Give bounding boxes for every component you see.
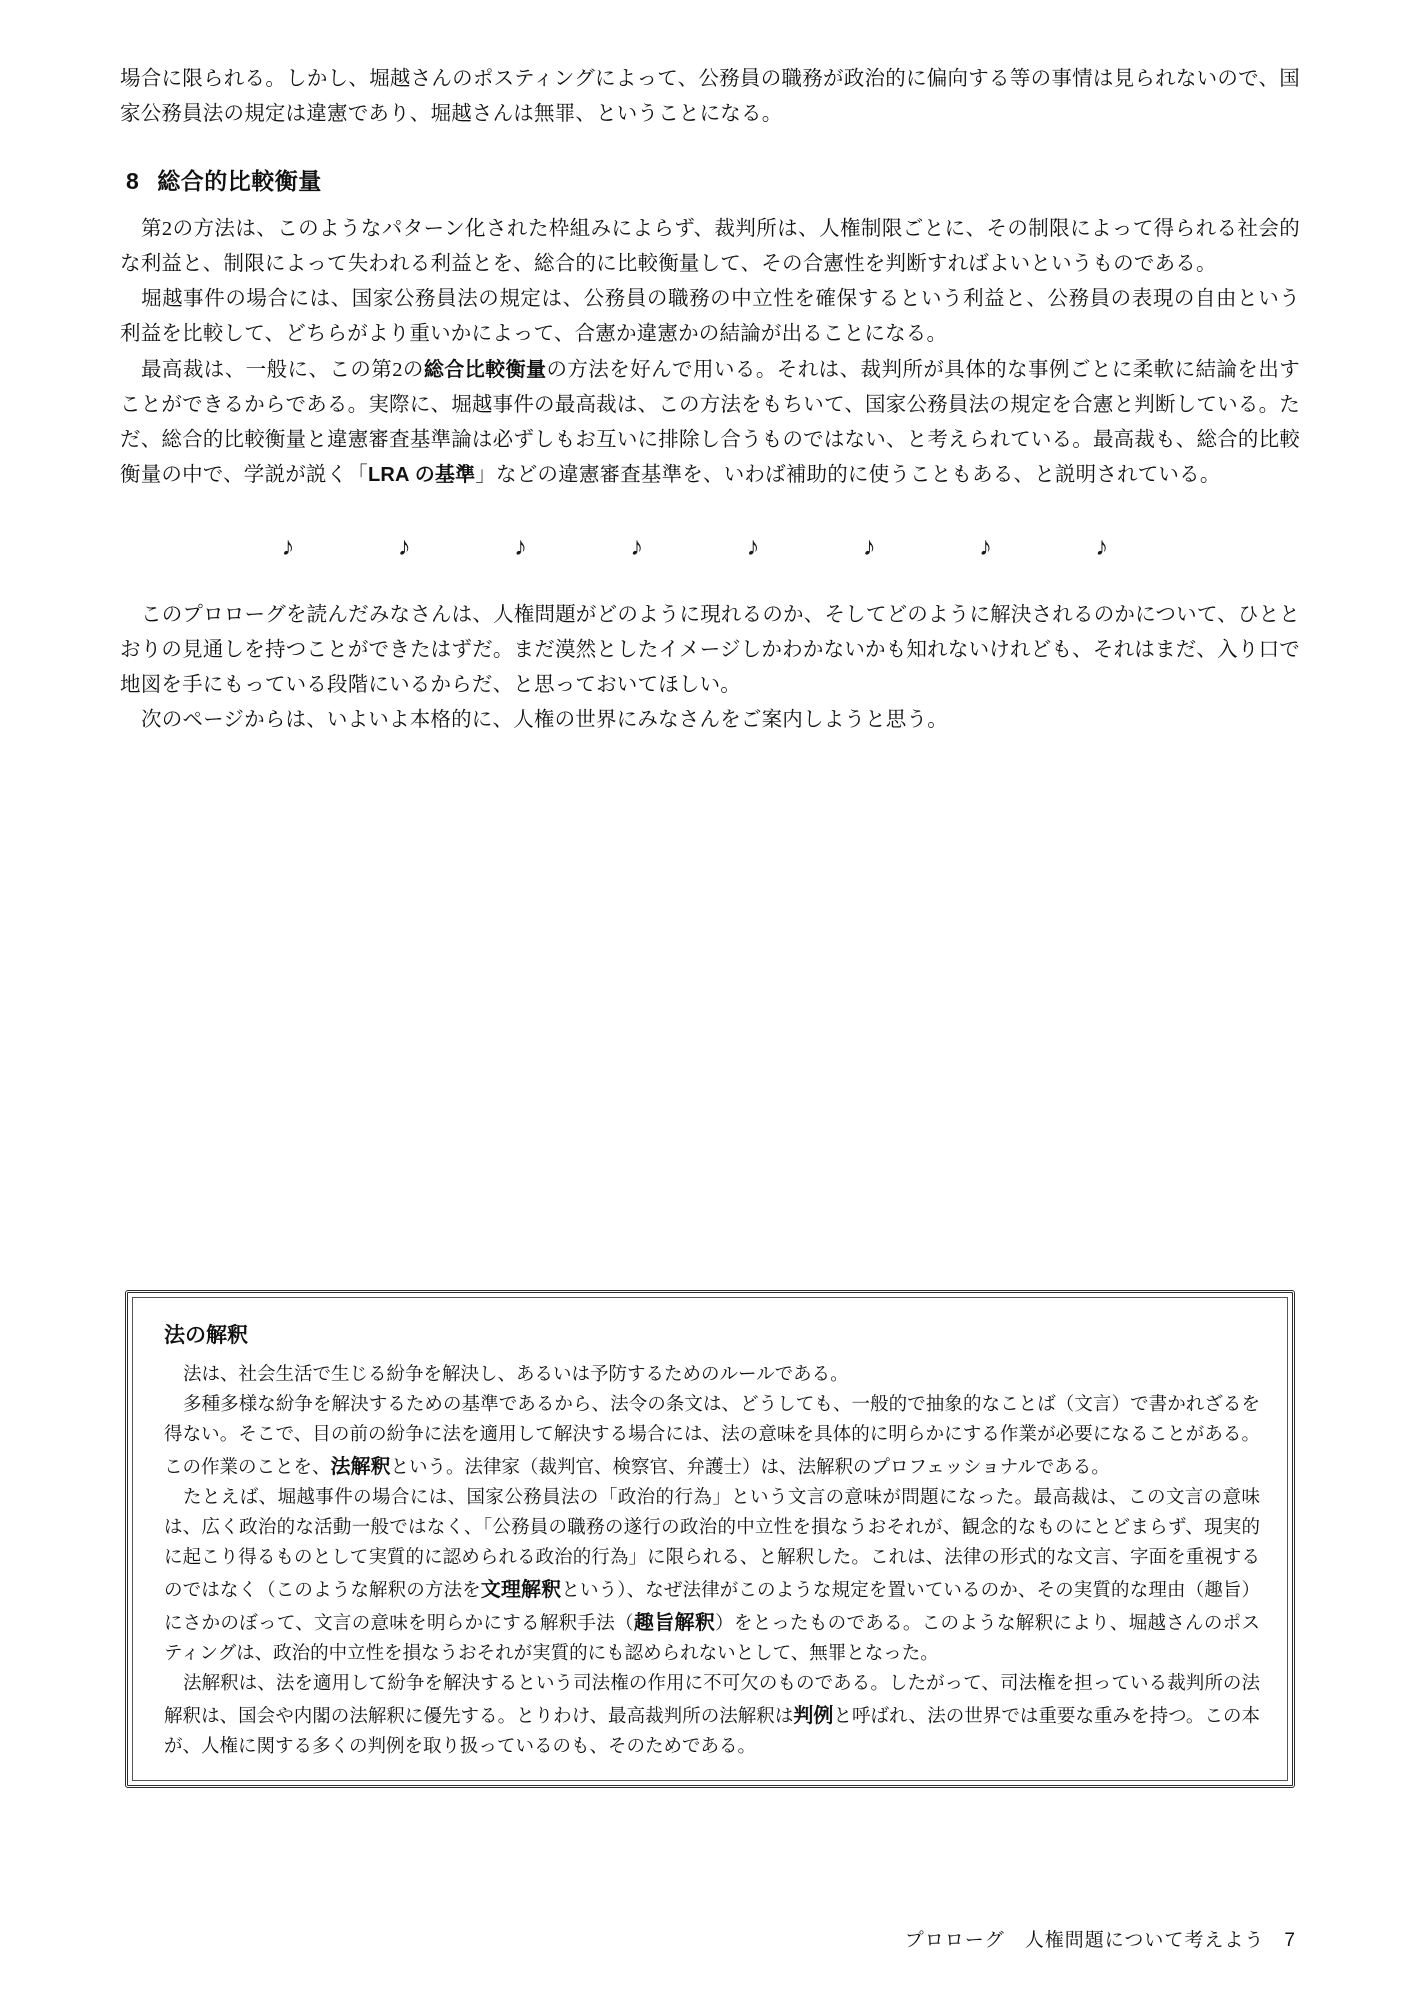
emphasis-lra-standard: LRA の基準 xyxy=(368,464,476,487)
text-segment: という）、なぜ法律がこのような規定を置いているのか、その実質的な理由（趣旨）にさかのぼって、文言の意味を明らかにする解釈手法（ xyxy=(164,1580,1260,1634)
emphasis-shushi-kaishaku: 趣旨解釈 xyxy=(633,1611,716,1634)
section-heading xyxy=(120,163,1300,196)
paragraph-next-page: 次のページからは、いよいよ本格的に、人権の世界にみなさんをご案内しようと思う。 xyxy=(141,709,948,732)
section-number: 8 xyxy=(126,167,140,194)
music-note-icon: ♪ xyxy=(979,531,993,561)
page-number: 7 xyxy=(1284,1930,1296,1951)
running-title: プロローグ 人権問題について考えよう xyxy=(904,1930,1265,1951)
text-segment: たとえば、堀越事件の場合には、国家公務員法の「政治的行為」という文言の意味が問題になった。最高裁は、この文言の意味は、広く政治的な活動一般ではなく、「公務員の職務の遂行の政治的中立性を損なうおそれが、観念的なものにとどまらず、現実的に起こり得るものとして実質的に認められる政治的行為」に限られる、と解釈した。これは、法律の形式的な文言、字面を重視するのではなく（このような解釈の方法を xyxy=(164,1487,1260,1601)
text-segment: 多種多様な紛争を解決するための基準であるから、法令の条文は、どうしても、一般的で抽象的なことば（文言）で書かれざるを得ない。そこで、目の前の紛争に法を適用して解決する場合には、法の意味を具体的に明らかにする作業が必要になることがある。この作業のことを、 xyxy=(164,1394,1260,1478)
page-footer xyxy=(0,1925,1416,1952)
paragraph-horikoshi-case: 堀越事件の場合には、国家公務員法の規定は、公務員の職務の中立性を確保するという利益と、公務員の表現の自由という利益を比較して、どちらがより重いかによって、合憲か違憲かの結論が出ることになる。 xyxy=(120,288,1300,346)
text-segment: 」などの違憲審査基準を、いわば補助的に使うこともある、と説明されている。 xyxy=(475,464,1221,487)
page-content xyxy=(120,62,1300,739)
music-note-icon: ♪ xyxy=(862,531,876,561)
text-segment: 最高裁は、一般に、この第2の xyxy=(141,358,424,381)
music-note-icon: ♪ xyxy=(514,531,528,561)
music-note-icon: ♪ xyxy=(746,531,760,561)
box-paragraph-2 xyxy=(158,1391,1266,1484)
section-title: 総合的比較衡量 xyxy=(157,167,322,194)
box-title: 法の解釈 xyxy=(164,1324,248,1347)
box-paragraph-4 xyxy=(158,1670,1266,1763)
box-paragraph-3 xyxy=(158,1484,1266,1670)
paragraph-continuation: 場合に限られる。しかし、堀越さんのポスティングによって、公務員の職務が政治的に偏向する等の事情は見られないので、国家公務員法の規定は違憲であり、堀越さんは無罪、ということになる。 xyxy=(120,68,1300,126)
box-paragraph-1: 法は、社会生活で生じる紛争を解決し、あるいは予防するためのルールである。 xyxy=(183,1365,849,1385)
music-note-icon: ♪ xyxy=(1095,531,1109,561)
music-note-icon: ♪ xyxy=(397,531,411,561)
emphasis-sogo-hikaku: 総合比較衡量 xyxy=(423,358,547,381)
text-segment: という。法律家（裁判官、検察官、弁護士）は、法解釈のプロフェッショナルである。 xyxy=(390,1457,1110,1478)
paragraph-supreme-court xyxy=(120,353,1300,494)
paragraph-method-two: 第2の方法は、このようなパターン化された枠組みによらず、裁判所は、人権制限ごとに、その制限によって得られる社会的な利益と、制限によって失われる利益とを、総合的に比較衡量して、その合憲性を判断すればよいというものである。 xyxy=(120,217,1300,275)
emphasis-hanrei: 判例 xyxy=(793,1704,834,1727)
paragraph-prologue-summary: このプロローグを読んだみなさんは、人権問題がどのように現れるのか、そしてどのように解決されるのかについて、ひととおりの見通しを持つことができたはずだ。まだ漠然としたイメージしかわかないかも知れないけれども、それはまだ、入り口で地図を手にもっている段階にいるからだ、と思っておいてほしい。 xyxy=(120,603,1300,696)
emphasis-hokaishaku: 法解釈 xyxy=(330,1455,391,1478)
ornament-divider xyxy=(230,531,1160,561)
text-segment: 法解釈は、法を適用して紛争を解決するという司法権の作用に不可欠のものである。したがって、司法権を担っている裁判所の法解釈は、国会や内閣の法解釈に優先する。とりわけ、最高裁判所の法解釈は xyxy=(164,1673,1260,1727)
emphasis-bunri-kaishaku: 文理解釈 xyxy=(480,1578,562,1601)
sidebar-box-legal-interpretation xyxy=(125,1290,1295,1788)
text-segment: と呼ばれ、法の世界では重要な重みを持つ。この本が、人権に関する多くの判例を取り扱っているのも、そのためである。 xyxy=(164,1706,1261,1757)
text-segment: の方法を好んで用いる。それは、裁判所が具体的な事例ごとに柔軟に結論を出すことができるからである。実際に、堀越事件の最高裁は、この方法をもちいて、国家公務員法の規定を合憲と判断している。ただ、総合的比較衡量と違憲審査基準論は必ずしもお互いに排除し合うものではない、と考えられている。最高裁も、総合的比較衡量の中で、学説が説く「 xyxy=(120,358,1300,487)
music-note-icon: ♪ xyxy=(630,531,644,561)
music-note-icon: ♪ xyxy=(281,531,295,561)
text-segment: ）をとったものである。このような解釈により、堀越さんのポスティングは、政治的中立性を損なうおそれが実質的にも認められないとして、無罪となった。 xyxy=(164,1613,1260,1664)
